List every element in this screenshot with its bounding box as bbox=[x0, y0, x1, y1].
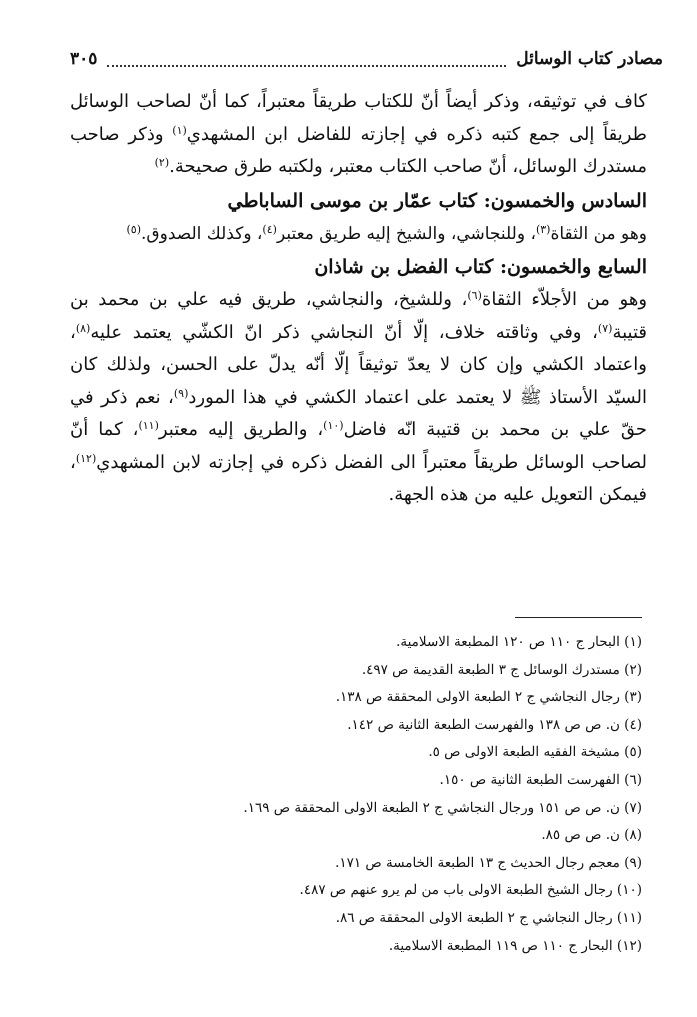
text-run: وهو من الثقاة bbox=[550, 223, 647, 244]
footnote-ref: (٢) bbox=[154, 156, 170, 169]
footnote: (٤) ن. ص ص ١٣٨ والفهرست الطبعة الثانية ص ١٤٢. bbox=[347, 716, 642, 733]
footnote: (٩) معجم رجال الحديث ج ١٣ الطبعة الخامسة ص ١٧١. bbox=[335, 854, 642, 871]
text-run: ، وفي وثاقته خلاف، إلّا أنّ النجاشي ذكر انّ الكشّي يعتمد عليه bbox=[90, 321, 598, 343]
footnote: (٧) ن. ص ص ١٥١ ورجال النجاشي ج ٢ الطبعة الاولى المحققة ص ١٦٩. bbox=[243, 799, 642, 816]
footnote-ref: (١) bbox=[172, 123, 187, 137]
leader-dots bbox=[107, 51, 506, 67]
footnote: (٨) ن. ص ص ٨٥. bbox=[541, 827, 642, 844]
text-run: ، نعم ذكر في حقّ علي بن محمد بن قتيبة انّه فاضل bbox=[70, 386, 647, 440]
footnote-ref: (٧) bbox=[597, 321, 613, 335]
page-number: ٣٠٥ bbox=[70, 49, 98, 69]
footnote-ref: (٤) bbox=[262, 222, 277, 236]
footnote: (١) البحار ج ١١٠ ص ١٢٠ المطبعة الاسلامية. bbox=[396, 634, 642, 650]
paragraph-2 bbox=[70, 218, 647, 251]
text-run: كاف في توثيقه، وذكر أيضاً أنّ للكتاب طريقاً معتبراً، كما أنّ لصاحب الوسائل طريقاً إلى جمع كتبه ذكره في إجازته للفاضل ابن المشهدي bbox=[70, 91, 647, 145]
footnote-ref: (٣) bbox=[535, 222, 551, 236]
footnote: (١٢) البحار ج ١١٠ ص ١١٩ المطبعة الاسلامية. bbox=[388, 937, 642, 954]
footnote-ref: (١٠) bbox=[323, 419, 344, 432]
footnote-ref: (١٢) bbox=[75, 451, 97, 465]
text-run: ، فيمكن التعويل عليه من هذه الجهة. bbox=[70, 451, 647, 505]
footnote-ref: (٩) bbox=[173, 386, 189, 400]
section-heading-56: السادس والخمسون: كتاب عمّار بن موسى الساباطي bbox=[227, 189, 647, 212]
paragraph-1 bbox=[70, 86, 647, 184]
text-run: وهو من الأجلاّء الثقاة bbox=[481, 289, 648, 310]
footnotes-list bbox=[60, 629, 642, 960]
footnote: (٢) مستدرك الوسائل ج ٣ الطبعة القديمة ص ٤٩٧. bbox=[361, 661, 642, 678]
running-title: مصادر كتاب الوسائل bbox=[516, 49, 663, 69]
footnote-ref: (٥) bbox=[126, 222, 142, 236]
paragraph-3 bbox=[70, 284, 647, 512]
running-header bbox=[70, 44, 663, 74]
text-run: ، وللنجاشي، والشيخ إليه طريق معتبر bbox=[276, 223, 536, 244]
footnote: (٣) رجال النجاشي ج ٢ الطبعة الاولى المحققة ص ١٣٨. bbox=[335, 689, 642, 706]
text-run: ، والطريق إليه معتبر bbox=[158, 419, 324, 440]
text-run: ، وللشيخ، والنجاشي، طريق فيه علي بن محمد بن قتيبة bbox=[70, 289, 647, 343]
text-run: ، واعتماد الكشي وإن كان لا يعدّ توثيقاً إلّا أنّه يدلّ على الحسن، ولذلك كان السيّد الأستاذ ﷺ لا يعتمد على اعتماد الكشي في هذا المورد bbox=[70, 321, 647, 408]
footnote: (١١) رجال النجاشي ج ٢ الطبعة الاولى المحققة ص ٨٦. bbox=[335, 909, 642, 926]
footnote: (٥) مشيخة الفقيه الطبعة الاولى ص ٥. bbox=[428, 744, 642, 761]
footnote-ref: (٦) bbox=[467, 289, 482, 302]
section-heading-57: السابع والخمسون: كتاب الفضل بن شاذان bbox=[314, 256, 647, 278]
text-run: ، كما أنّ لصاحب الوسائل طريقاً معتبراً الى الفضل ذكره في إجازته لابن المشهدي bbox=[70, 419, 647, 473]
text-run: ، وكذلك الصدوق. bbox=[141, 223, 263, 244]
footnote-ref: (٨) bbox=[75, 321, 91, 335]
footnote-ref: (١١) bbox=[138, 419, 159, 432]
main-text bbox=[70, 86, 647, 512]
footnote: (٦) الفهرست الطبعة الثانية ص ١٥٠. bbox=[439, 771, 642, 788]
footnote: (١٠) رجال الشيخ الطبعة الاولى باب من لم يرو عنهم ص ٤٨٧. bbox=[299, 882, 642, 899]
footnote-separator bbox=[515, 617, 642, 618]
text-run: وذكر صاحب مستدرك الوسائل، أنّ صاحب الكتاب معتبر، ولكتبه طرق صحيحة. bbox=[70, 123, 647, 177]
